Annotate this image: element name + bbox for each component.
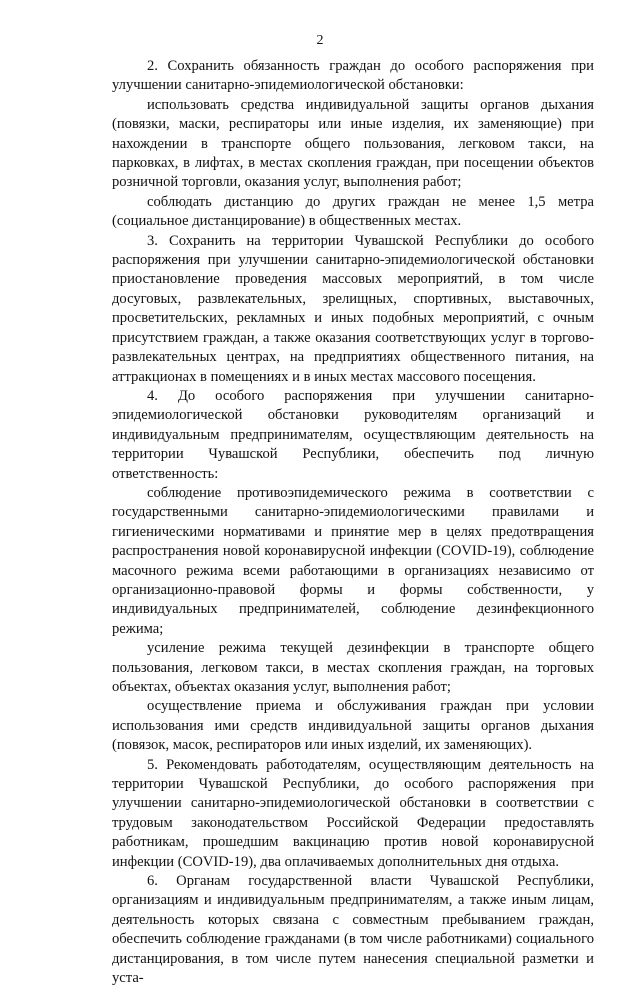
paragraph-4-item-1: соблюдение противоэпидемического режима в соответствии с государственными санитарно-эпидемиологическими правилами и гигиеническими нормативами и принятие мер в целях предотвращения распространения новой коронавирусной инфекции (COVID-19), соблюдение масочного режима всеми работающими в организациях независимо от организационно-правовой формы и формы собственности, у индивидуальных предпринимателей, соблюдение дезинфекционного режима; bbox=[112, 484, 594, 637]
paragraph-4-item-3: осуществление приема и обслуживания граждан при условии использования ими средств индивидуальной защиты органов дыхания (повязок, масок, респираторов или иных изделий, их заменяющих). bbox=[112, 698, 594, 754]
page-number: 2 bbox=[316, 33, 324, 48]
paragraph-3: 3. Сохранить на территории Чувашской Республики до особого распоряжения при улучшении санитарно-эпидемиологической обстановки приостановление проведения массовых мероприятий, в том числе досуговых, развлекательных, зрелищных, спортивных, выставочных, просветительских, рекламных и иных подобных мероприятий, с очным присутствием граждан, а также оказания соответствующих услуг в торгово-развлекательных центрах, на предприятиях общественного питания, на аттракционах в помещениях и в иных местах массового посещения. bbox=[112, 232, 594, 385]
paragraph-2-item-1: использовать средства индивидуальной защиты органов дыхания (повязки, маски, респираторы или иные изделия, их заменяющие) при нахождении в транспорте общего пользования, легковом такси, на парковках, в лифтах, в местах скопления граждан, при посещении объектов розничной торговли, оказания услуг, выполнения работ; bbox=[112, 96, 594, 191]
paragraph-2: 2. Сохранить обязанность граждан до особого распоряжения при улучшении санитарно-эпидемиологической обстановки: bbox=[112, 58, 594, 94]
document-body bbox=[112, 57, 594, 989]
paragraph-4-item-2: усиление режима текущей дезинфекции в транспорте общего пользования, легковом такси, в местах скопления граждан, на торговых объектах, объектах оказания услуг, выполнения работ; bbox=[112, 640, 594, 695]
paragraph-2-item-2: соблюдать дистанцию до других граждан не менее 1,5 метра (социальное дистанцирование) в общественных местах. bbox=[112, 193, 594, 230]
paragraph-4: 4. До особого распоряжения при улучшении санитарно-эпидемиологической обстановки руководителям организаций и индивидуальным предпринимателям, осуществляющим деятельность на территории Чувашской Республики, обеспечить под личную ответственность: bbox=[112, 387, 594, 482]
paragraph-6: 6. Органам государственной власти Чувашской Республики, организациям и индивидуальным предпринимателям, а также иным лицам, деятельность которых связана с совместным пребыванием граждан, обеспечить соблюдение гражданами (в том числе работниками) социального дистанцирования, в том числе путем нанесения специальной разметки и уста- bbox=[112, 873, 594, 987]
paragraph-5: 5. Рекомендовать работодателям, осуществляющим деятельность на территории Чувашской Республики, до особого распоряжения при улучшении санитарно-эпидемиологической обстановки в соответствии с трудовым законодательством Российской Федерации предоставлять работникам, прошедшим вакцинацию против новой коронавирусной инфекции (COVID-19), два оплачиваемых дополнительных дня отдыха. bbox=[112, 756, 594, 870]
